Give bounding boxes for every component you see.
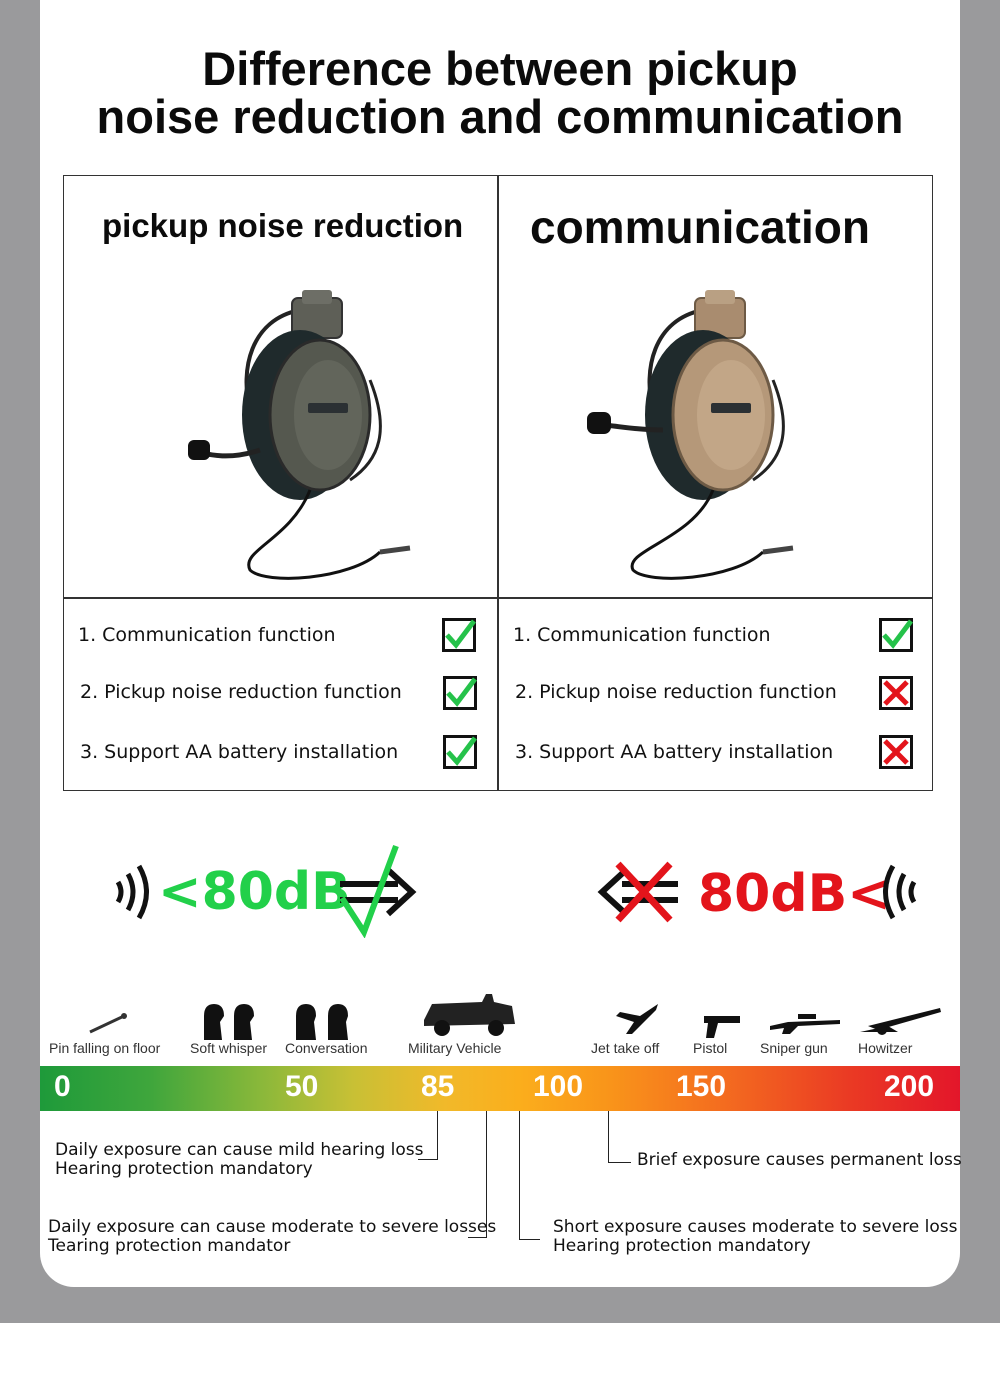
howitzer-icon <box>858 1004 942 1036</box>
feature-right-3: 3. Support AA battery installation <box>515 741 834 763</box>
feature-left-3: 3. Support AA battery installation <box>80 741 399 763</box>
double-arrow-crossed-icon <box>596 860 682 924</box>
source-label-pistol: Pistol <box>693 1040 728 1056</box>
source-label-vehicle: Military Vehicle <box>408 1040 502 1056</box>
source-label-conversation: Conversation <box>285 1040 368 1056</box>
tick-50: 50 <box>285 1070 319 1103</box>
jet-icon <box>612 1002 662 1038</box>
sound-waves-left-icon <box>112 862 154 922</box>
note-brief-exposure: Brief exposure causes permanent loss <box>637 1150 962 1170</box>
rifle-icon <box>768 1012 842 1036</box>
feature-left-1: 1. Communication function <box>78 624 336 646</box>
db-below-80-label: <80dB <box>158 862 351 922</box>
source-label-sniper: Sniper gun <box>760 1040 828 1056</box>
source-label-jet: Jet take off <box>591 1040 660 1056</box>
tick-85: 85 <box>421 1070 455 1103</box>
check-icon <box>442 618 476 652</box>
tick-100: 100 <box>533 1070 584 1103</box>
db-above-80-label: 80dB< <box>698 864 891 924</box>
column-heading-pickup: pickup noise reduction <box>102 207 464 244</box>
tick-0: 0 <box>54 1070 71 1103</box>
check-icon <box>879 618 913 652</box>
double-arrow-icon <box>338 842 418 938</box>
note-mild-loss: Daily exposure can cause mild hearing loss Hearing protection mandatory <box>55 1140 424 1179</box>
tick-200: 200 <box>884 1070 935 1103</box>
tick-150: 150 <box>676 1070 727 1103</box>
headset-green-drawing <box>188 290 410 578</box>
title-line-1: Difference between pickup <box>202 42 798 95</box>
headset-image-tan <box>583 290 833 590</box>
decibel-scale-bar <box>40 1066 960 1111</box>
table-divider-horizontal <box>63 597 933 599</box>
connector-short <box>519 1111 540 1240</box>
page-title <box>0 42 1000 143</box>
table-divider-vertical <box>497 175 499 791</box>
feature-right-2: 2. Pickup noise reduction function <box>515 681 837 703</box>
check-icon <box>443 676 477 710</box>
pin-icon <box>88 1012 128 1034</box>
pistol-icon <box>702 1014 742 1040</box>
column-heading-communication: communication <box>530 201 870 253</box>
check-icon <box>443 735 477 769</box>
heads-icon <box>292 1002 354 1042</box>
source-label-pin: Pin falling on floor <box>49 1040 161 1056</box>
headset-tan-drawing <box>587 290 793 578</box>
cross-icon <box>879 676 913 710</box>
note-moderate-severe: Daily exposure can cause moderate to severe losses Tearing protection mandator <box>48 1217 497 1256</box>
heads-icon <box>200 1002 260 1042</box>
cross-icon <box>879 735 913 769</box>
headset-image-green <box>180 290 430 590</box>
feature-right-1: 1. Communication function <box>513 624 771 646</box>
connector-brief <box>608 1111 631 1163</box>
source-label-whisper: Soft whisper <box>190 1040 268 1056</box>
title-line-2: noise reduction and communication <box>96 90 904 143</box>
note-short-exposure: Short exposure causes moderate to severe loss Hearing protection mandatory <box>553 1217 958 1256</box>
sound-waves-right-icon <box>878 862 920 922</box>
source-label-howitzer: Howitzer <box>858 1040 913 1056</box>
feature-left-2: 2. Pickup noise reduction function <box>80 681 402 703</box>
military-vehicle-icon <box>422 990 517 1038</box>
